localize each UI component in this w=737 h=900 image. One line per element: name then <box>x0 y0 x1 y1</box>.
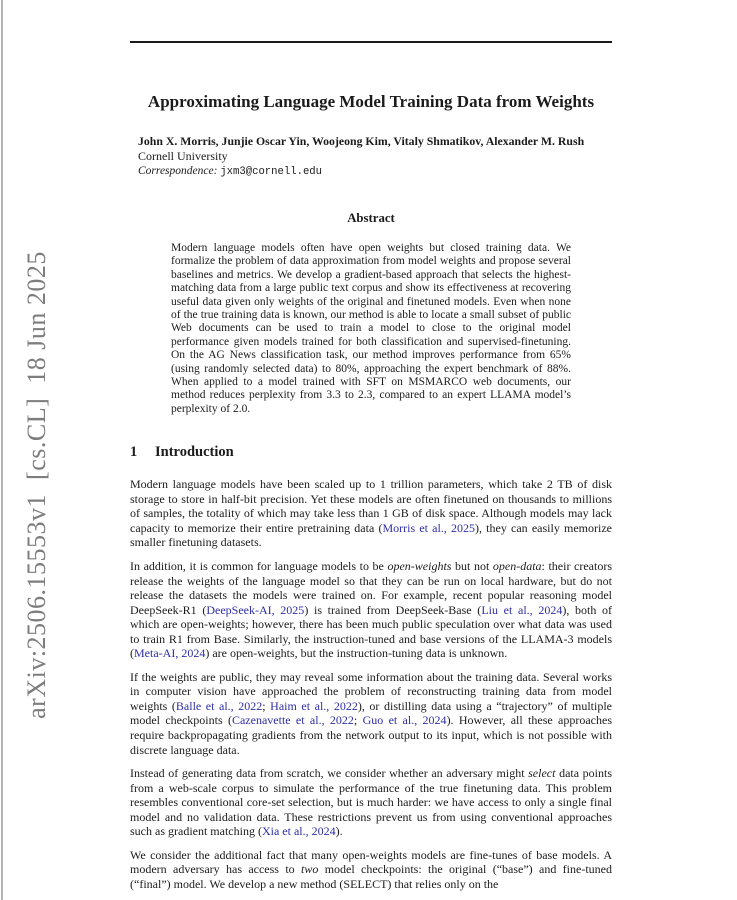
citation-link[interactable]: DeepSeek-AI, 2025 <box>206 602 305 617</box>
text-run: ) are open-weights, but the instruction-tuning data is unknown. <box>205 646 508 661</box>
text-run: : their creators release the weights of the language model so that they can be run on local hardware, but do not release the datasets the models were trained on. For example, recent popular reasoning model DeepSeek-R1 ( <box>130 559 612 617</box>
text-run: ; <box>262 698 271 713</box>
correspondence-line <box>138 164 612 180</box>
section-number: 1 <box>130 444 138 461</box>
text-run: ), they can easily memorize smaller finetuning datasets. <box>130 520 612 550</box>
paper-title: Approximating Language Model Training Data from Weights <box>147 92 595 111</box>
text-run: If the weights are public, they may reveal some information about the training data. Several works in computer vision have approached the problem of reconstructing training data from model weights ( <box>130 669 612 713</box>
emphasis-text: open-weights <box>387 559 452 574</box>
authors: John X. Morris, Junjie Oscar Yin, Woojeong Kim, Vitaly Shmatikov, Alexander M. Rush <box>138 134 585 148</box>
paragraph <box>130 477 612 550</box>
abstract-heading: Abstract <box>347 211 395 225</box>
citation-link[interactable]: Liu et al., 2024 <box>481 602 563 617</box>
emphasis-text: open-data <box>492 559 542 574</box>
title-rule <box>130 41 612 43</box>
citation-link[interactable]: Meta-AI, 2024 <box>134 646 206 661</box>
arxiv-stamp: arXiv:2506.15553v1 [cs.CL] 18 Jun 2025 <box>22 251 51 719</box>
text-run: ). However, all these approaches require backpropagating gradients from the network output to its input, which is not possible with discrete language data. <box>130 713 612 757</box>
paper-content <box>130 0 612 892</box>
citation-link[interactable]: Xia et al., 2024 <box>261 824 336 839</box>
citation-link[interactable]: Guo et al., 2024 <box>362 713 447 728</box>
text-run: ) is trained from DeepSeek-Base ( <box>304 602 482 617</box>
section-title: Introduction <box>155 444 234 461</box>
emphasis-text: select <box>528 766 556 781</box>
text-run: ), or distilling data using a “trajectory” of multiple model checkpoints ( <box>130 698 612 728</box>
paragraph <box>130 559 612 661</box>
text-run: Modern language models have been scaled up to 1 trillion parameters, which take 2 TB of disk storage to store in half-bit precision. Yet these models are often finetuned on thousands to millions of samples, the totality of which may take less than 1 GB of disk space. Although models may lack capacity to memorize their entire pretraining data ( <box>130 477 612 535</box>
citation-link[interactable]: Morris et al., 2025 <box>382 520 475 535</box>
affiliation: Cornell University <box>138 149 228 163</box>
introduction-paragraphs <box>130 477 612 891</box>
text-run: data points from a web-scale corpus to simulate the performance of the true finetuning data. This problem resembles conventional core-set selection, but is much harder: we have access to only a single final model and no validation data. These restrictions prevent us from using conventional approaches such as gradient matching ( <box>130 766 613 839</box>
citation-link[interactable]: Balle et al., 2022 <box>175 698 263 713</box>
text-run: ), both of which are open-weights; however, there has been much public speculation over what data was used to train R1 from Base. Similarly, the instruction-tuned and base versions of the LLAMA-3 models ( <box>130 602 613 661</box>
abstract-body: Modern language models often have open weights but closed training data. We formalize the problem of data approximation from model weights and propose several baselines and metrics. We develop a gradient-based approach that selects the highest-matching data from a large public text corpus and show its effectiveness at recovering useful data given only weights of the original and finetuned models. Even when none of the true training data is known, our method is able to locate a small subset of public Web documents can be used to train a model to close to the original model performance given models trained for both classification and supervised-finetuning. On the AG News classification task, our method improves performance from 65% (using randomly selected data) to 80%, approaching the expert benchmark of 88%. When applied to a model trained with SFT on MSMARCO web documents, our method reduces perplexity from 3.3 to 2.3, compared to an expert LLAMA model’s perplexity of 2.0. <box>171 242 571 415</box>
text-run: In addition, it is common for language models to be <box>130 559 388 574</box>
citation-link[interactable]: Cazenavette et al., 2022 <box>231 713 354 728</box>
text-run: model checkpoints: the original (“base”) and fine-tuned (“final”) model. We develop a new method (SELECT) that relies only on the <box>130 862 612 891</box>
page-edge-line <box>1 0 3 900</box>
paragraph <box>130 848 612 892</box>
emphasis-text: two <box>301 862 319 877</box>
text-run: We consider the additional fact that many open-weights models are fine-tunes of base models. A modern adversary has access to <box>130 847 612 877</box>
text-run: ; <box>353 713 363 728</box>
correspondence-label: Correspondence: <box>138 165 218 177</box>
correspondence-email[interactable]: jxm3@cornell.edu <box>220 166 323 178</box>
text-run: ). <box>335 824 343 839</box>
section-heading-introduction <box>130 443 612 461</box>
text-run: Instead of generating data from scratch, we consider whether an adversary might <box>130 766 529 781</box>
text-run: but not <box>451 559 493 574</box>
paragraph <box>130 766 612 839</box>
paragraph <box>130 670 612 757</box>
author-block <box>138 134 612 180</box>
citation-link[interactable]: Haim et al., 2022 <box>270 698 358 713</box>
